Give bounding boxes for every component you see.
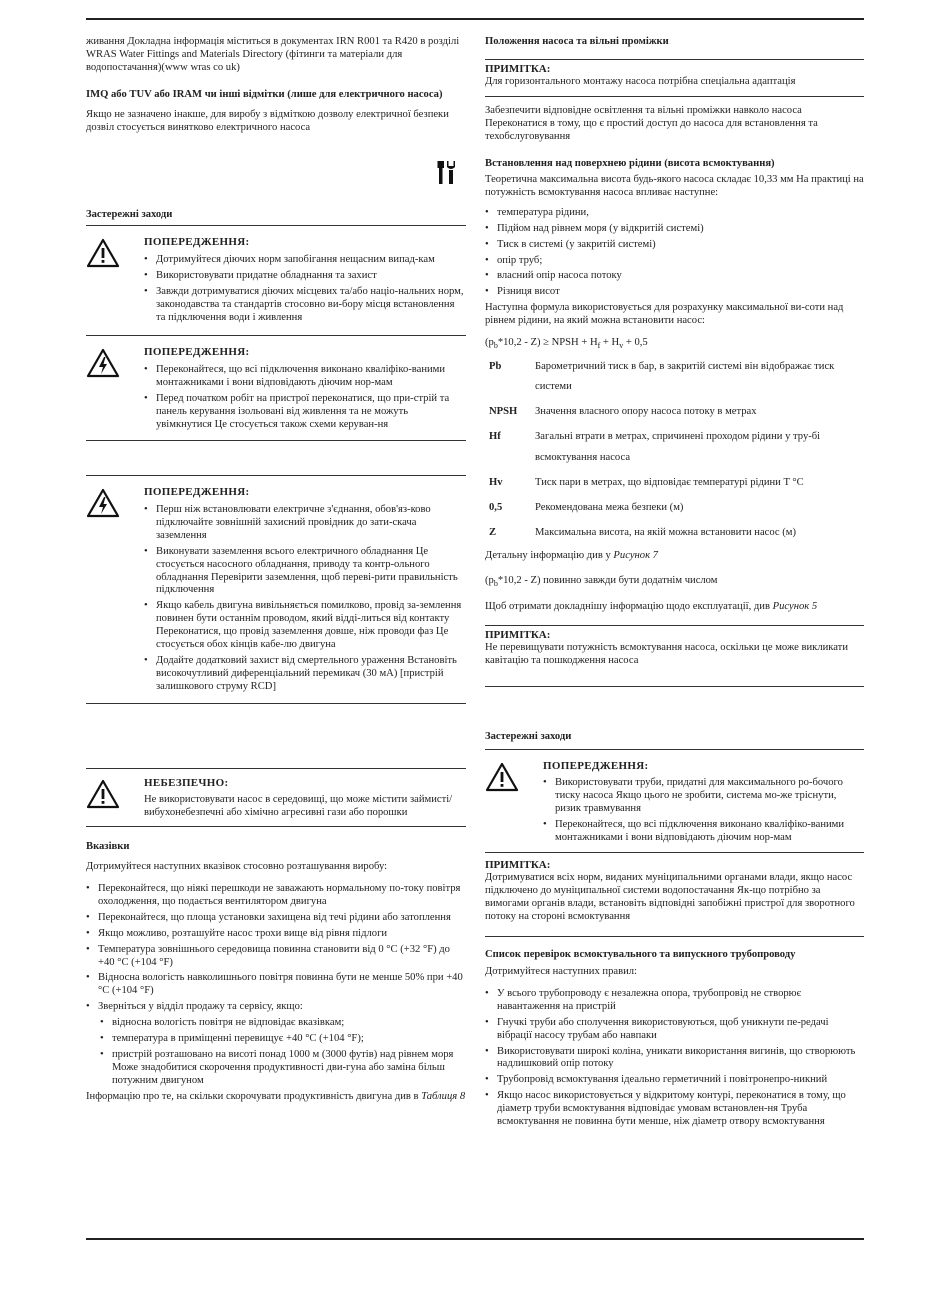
symbols-table [485,357,864,548]
bottom-rule [86,1238,864,1240]
list-item: • Трубопровід всмоктування ідеально герметичний і повітронепро-никний [485,1074,864,1087]
list-item: • температура в приміщенні перевищує +40 °C (+104 °F); [100,1033,466,1046]
warning-triangle-icon [485,762,519,792]
note-title: ПРИМІТКА: [485,62,551,75]
guidelines-sublist [100,1017,466,1088]
figure-reference-link[interactable]: Рисунок 5 [772,600,818,612]
list-item: • температура рідини, [485,207,864,220]
list-item: • Переконайтеся, що ніякі перешкоди не заважають нормальному по-току повітря охолодження, що подається вентилятором двигуна [86,883,466,909]
tools-icon [436,160,458,186]
warning-box-1 [86,234,466,327]
imq-title: IMQ або TUV або IRAM чи інші відмітки (лише для електричного насоса) [86,88,443,100]
list-item: • Якщо кабель двигуна вивільняється помилково, провід за-землення повинен бути останнім проводом, який відді-литься від контакту Переконатися, що провід заземлення довше, ніж проводи фаз Це стосується обох кінців кабе-лю двигуна [144,600,466,652]
checklist-list [485,988,864,1129]
table-row: 0,5 Рекомендована межа безпеки (м) [489,501,684,513]
formula-intro: Наступна формула використовується для розрахунку максимальної ви-соти над рівнем рідини, на який можна встановити насос: [485,302,844,327]
table-row: Hv Тиск пари в метрах, що відповідає температурі рідини T °C [489,476,804,488]
list-item: • Переконайтеся, що всі підключення виконано кваліфіко-ваними монтажниками і вони відповідають діючим нор-мам [543,819,864,845]
danger-text: Не використовувати насос в середовищі, що може містити займисті/вибухонебезпечні або хімічно агресивні гази або порошки [144,794,453,819]
list-item: • Дотримуйтеся діючих норм запобігання нещасним випад-кам [144,254,466,267]
list-item: • опір труб; [485,255,864,268]
warning-title: ПОПЕРЕДЖЕННЯ: [543,759,649,772]
list-item: • Використовувати труби, придатні для максимального ро-бочого тиску насоса Якщо цього не зробити, система мо-же тріснути, ризик травмування [543,777,864,816]
electrical-hazard-icon [86,488,120,518]
danger-title: НЕБЕЗПЕЧНО: [144,776,229,789]
list-item: • Завжди дотримуватися діючих місцевих та/або націо-нальних норм, законодавства та стандартів стосовно ви-бору місця встановлення та підключення води і живлення [144,286,466,325]
suction-list [485,207,864,300]
left-column [86,36,466,1104]
suction-title: Встановлення над поверхнею рідини (висота всмоктування) [485,158,775,170]
formula: $(p_b*10,2 - Z)$ ≥ NPSH + $H_f + H_v + 0,5$ [485,337,648,351]
positive-text: $(p_b*10,2 - Z)$ повинно завжди бути додатнім числом [485,574,718,589]
checklist-intro: Дотримуйтеся наступних правил: [485,965,637,977]
warning-title: ПОПЕРЕДЖЕННЯ: [144,236,250,249]
list-item: • Перед початком робіт на пристрої переконатися, що при-стрій та панель керування ізольовані від живлення та не можуть увімкнутися Це стосується також схеми керуван-ня [144,393,466,432]
list-item: • Виконувати заземлення всього електричного обладнання Це стосується насосного обладнання, приводу та контр-ольного обладнання Перевірити заземлення, щоб переві-рити правильність підключення [144,546,466,598]
list-item: • власний опір насоса потоку [485,270,864,283]
note-title: ПРИМІТКА: [485,858,551,871]
warning-box-3 [86,484,466,696]
table-row: Z Максимальна висота, на якій можна встановити насос (м) [489,526,797,538]
list-item: • Температура зовнішнього середовища повинна становити від 0 °C (+32 °F) до +40 °C (+104 °F) [86,944,466,970]
table-reference-link[interactable]: Таблиця 8 [421,1090,466,1102]
guidelines-title: Вказівки [86,841,130,853]
top-rule [86,18,864,20]
precautions-title: Застережні заходи [485,730,572,742]
checklist-title: Список перевірок всмоктувального та випускного трубопроводу [485,949,796,960]
list-item: • Відносна вологість навколишнього повітря повинна бути не менше 50% при +40 °C (+104 °F) [86,972,466,998]
right-column [485,36,864,1129]
list-item: • відносна вологість повітря не відповідає вказівкам; [100,1017,466,1030]
intro-text: живання Докладна інформація міститься в документах IRN R001 та R420 в розділі WRAS Water Fittings and Materials Directory (фітинги та матеріали для водопостачання)(www wras co uk) [86,36,460,73]
list-item: • Якщо можливо, розташуйте насос трохи вище від рівня підлоги [86,928,466,941]
list-item: • Тиск в системі (у закритій системі) [485,239,864,252]
note-text: Для горизонтального монтажу насоса потрібна спеціальна адаптація [485,76,796,88]
list-item: • Зверніться у відділ продажу та сервісу, якщо: [86,1001,466,1014]
precautions-title: Застережні заходи [86,208,173,220]
list-item: • Перш ніж встановлювати електричне з'єднання, обов'яз-ково підключайте зовнішній захисний провідник до зати-скача заземлення [144,504,466,543]
warning-box-2 [86,344,466,434]
list-item: • Якщо насос використовується у відкритому контурі, переконатися в тому, що діаметр труби всмоктування відповідає умовам встановлен-ня Труба всмоктування не повинна бути менше, ніж діаметр отвору всмоктування [485,1090,864,1129]
note-text: Не перевищувати потужність всмоктування насоса, оскільки це може викликати кавітацію та пошкодження насоса [485,642,848,667]
list-item: • Різниця висот [485,286,864,299]
list-item: • У всього трубопроводу є незалежна опора, трубопровід не створює навантаження на пристрій [485,988,864,1014]
note-text: Дотримуватися всіх норм, виданих муніципальними органами влади, якщо насос підключено до муніципальної системи водопостачання Як-що потрібно за вимогами органів влади, встановіть відповідні запобіжні пристрої для зворотного потоку на стороні всмоктування [485,872,855,923]
warning-title: ПОПЕРЕДЖЕННЯ: [144,346,250,359]
footer-text: Інформацію про те, на скільки скорочувати продуктивність двигуна див в Таблиця 8 [86,1090,466,1102]
list-item: • Використовувати широкі коліна, уникати використання вигинів, що створюють надлишковий опір потоку [485,1046,864,1072]
operation-text: Щоб отримати докладнішу інформацію щодо експлуатації, див Рисунок 5 [485,600,818,612]
imq-text: Якщо не зазначено інакше, для виробу з відміткою дозволу електричної безпеки дозвіл стосується винятково електричного насоса [86,108,449,133]
guidelines-list [86,883,466,1014]
warning-triangle-icon [86,779,120,809]
table-row: NPSH Значення власного опору насоса потоку в метрах [489,406,757,418]
tools-row [86,135,466,187]
note-title: ПРИМІТКА: [485,628,551,641]
position-text: Забезпечити відповідне освітлення та вільні проміжки навколо насоса Переконатися в тому, що є простий доступ до насоса для встановлення та техобслуговування [485,105,818,143]
list-item: • Переконайтеся, що площа установки захищена від течі рідини або затоплення [86,912,466,925]
suction-intro: Теоретична максимальна висота будь-якого насоса складає 10,33 мм На практиці на потужність всмоктування насоса впливає наступне: [485,173,864,198]
warning-triangle-icon [86,238,120,268]
danger-box [86,775,466,820]
electrical-hazard-icon [86,348,120,378]
detail-text: Детальну інформацію див у Рисунок 7 [485,550,658,562]
list-item: • Підйом над рівнем моря (у відкритій системі) [485,223,864,236]
position-title: Положення насоса та вільні проміжки [485,36,669,47]
list-item: • Переконайтеся, що всі підключення виконано кваліфіко-ваними монтажниками і вони відповідають діючим нор-мам [144,364,466,390]
list-item: • Використовувати придатне обладнання та захист [144,270,466,283]
figure-reference-link[interactable]: Рисунок 7 [613,550,658,562]
list-item: • Додайте додатковий захист від смертельного ураження Встановіть високочутливий диференціальний перемикач (30 мА) [пристрій залишкового струму RCD] [144,655,466,694]
table-row: Hf Загальні втрати в метрах, спричинені проходом рідини у тру-бі всмоктування насоса [489,431,821,463]
warning-title: ПОПЕРЕДЖЕННЯ: [144,486,250,499]
warning-box-4 [485,758,864,848]
guidelines-intro: Дотримуйтеся наступних вказівок стосовно розташування виробу: [86,860,388,872]
table-row: Pb Барометричний тиск в бар, в закритій системі він відображає тиск системи [489,361,835,393]
list-item: • Гнучкі труби або сполучення використовуються, щоб уникнути пе-редачі вібрації насосу трубам або навпаки [485,1017,864,1043]
list-item: • пристрій розташовано на висоті понад 1000 м (3000 футів) над рівнем моря Може знадобитися скорочення продуктивності дви-гуна або заміна більш потужним двигуном [100,1049,466,1088]
